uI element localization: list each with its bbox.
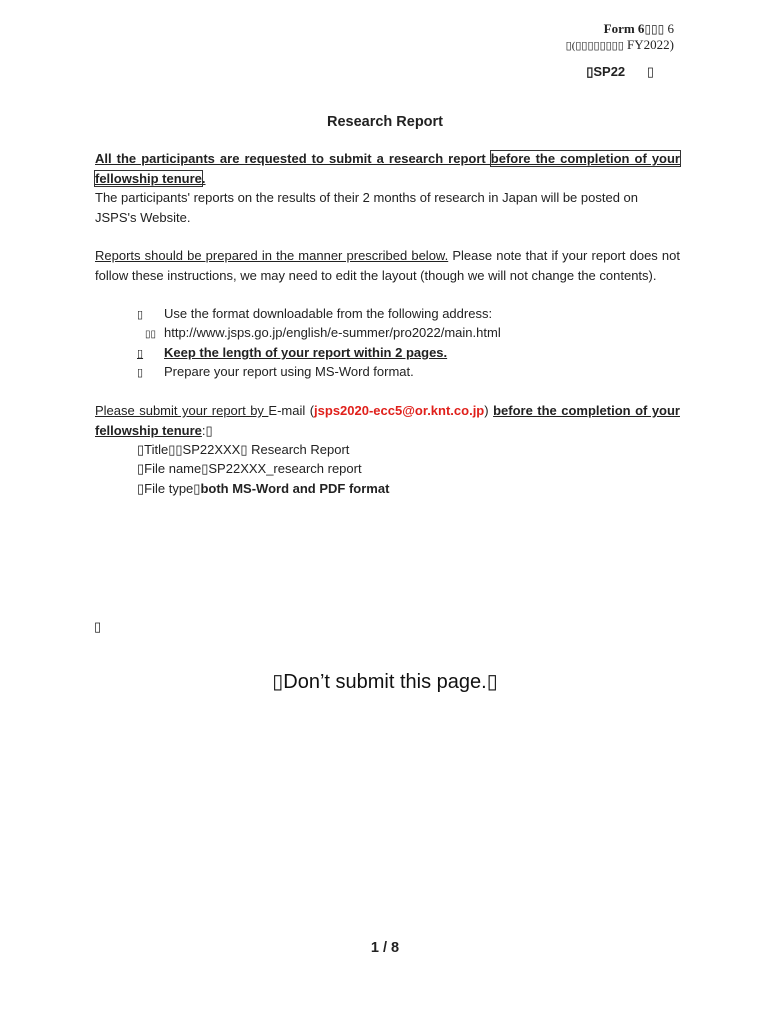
request-deadline: before the completion of your fellowship tenure <box>95 151 680 186</box>
list-text: Use the format downloadable from the following address: <box>164 306 493 321</box>
row-label: ▯Title▯▯SP22XXX▯ <box>137 442 248 457</box>
list-marker: ▯▯ <box>145 329 157 340</box>
submit-email-close: ) <box>484 403 489 418</box>
manner-paragraph <box>95 246 680 285</box>
intro-request <box>95 149 680 188</box>
request-end: . <box>201 170 206 186</box>
submit-paragraph <box>95 401 680 440</box>
submit-title-row <box>137 440 349 460</box>
download-url-link[interactable]: http://www.jsps.go.jp/english/e-summer/pro2022/main.html <box>164 325 501 340</box>
row-value: SP22XXX_research report <box>208 461 362 476</box>
submit-colon: :▯ <box>201 422 213 438</box>
form-label-glyphs: ▯▯▯ <box>644 22 665 36</box>
request-text: All the participants are requested to submit a research report <box>95 151 491 166</box>
list-text: Keep the length of your report within 2 pages. <box>164 345 448 360</box>
list-marker: ▯ <box>137 309 144 321</box>
submit-filetype-row <box>137 479 389 499</box>
program-id-suffix: ▯ <box>646 64 654 79</box>
row-value: Research Report <box>247 442 350 457</box>
program-id-label: ▯SP22 <box>586 64 626 79</box>
row-label: ▯File name▯ <box>137 461 209 476</box>
posting-note: The participants' reports on the results of their 2 months of research in Japan will be posted on JSPS's Website. <box>95 190 638 225</box>
page-title: Research Report <box>326 114 444 130</box>
list-item <box>145 323 501 345</box>
list-marker: ▯ <box>137 348 144 360</box>
manner-rest: Please note that if your report does not follow these instructions, we may need to edit the layout (though we will not change the contents). <box>95 248 680 283</box>
manner-lead: Reports should be prepared in the manner prescribed below. <box>95 248 449 263</box>
stray-mark: ▯ <box>94 619 102 634</box>
list-marker: ▯ <box>137 367 144 379</box>
submit-email-label: E-mail ( <box>268 403 315 418</box>
row-label: ▯File type▯ <box>137 481 201 496</box>
form-fiscal-prefix: ▯(▯▯▯▯▯▯▯▯ <box>565 40 624 52</box>
program-id <box>586 64 654 80</box>
form-fiscal-year-text: FY2022) <box>627 37 674 52</box>
submit-deadline: before the completion of your fellowship tenure <box>95 403 680 438</box>
list-text: Prepare your report using MS-Word format. <box>164 364 414 379</box>
form-number <box>604 21 674 37</box>
list-item <box>137 362 414 384</box>
email-link[interactable]: jsps2020-ecc5@or.knt.co.jp <box>314 403 485 418</box>
row-value: both MS-Word and PDF format <box>200 481 390 496</box>
page-number: 1 / 8 <box>370 940 400 956</box>
submit-filename-row <box>137 459 362 479</box>
submit-lead: Please submit your report by <box>95 403 269 418</box>
form-label: Form 6 <box>603 21 645 36</box>
form-fiscal-year <box>566 37 674 54</box>
dont-submit-notice: ▯Don’t submit this page.▯ <box>272 671 498 693</box>
form-label-suffix: 6 <box>667 21 674 36</box>
